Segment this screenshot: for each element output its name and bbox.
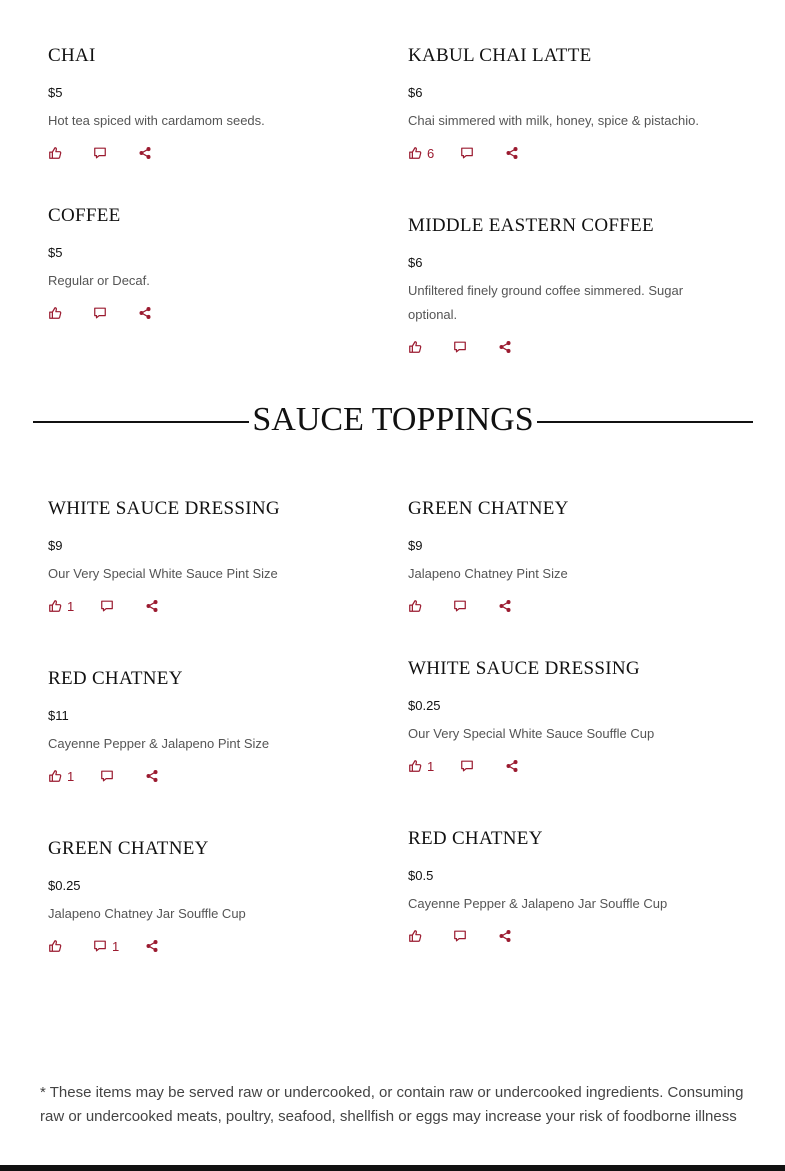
item-price: $5	[48, 245, 63, 260]
item-description: Jalapeno Chatney Jar Souffle Cup	[48, 906, 246, 921]
thumbs-up-icon	[48, 146, 62, 160]
thumbs-up-icon	[48, 306, 62, 320]
share-icon	[498, 599, 512, 613]
item-description: Unfiltered finely ground coffee simmered. Sugar optional.	[408, 283, 684, 322]
share-icon	[505, 146, 519, 160]
comment-button[interactable]	[100, 599, 119, 613]
item-actions	[48, 936, 378, 956]
like-count: 1	[67, 768, 75, 784]
like-button[interactable]	[408, 340, 427, 354]
item-actions	[48, 596, 378, 616]
item-name: GREEN CHATNEY	[48, 838, 209, 859]
item-actions	[408, 337, 738, 357]
comment-icon	[93, 146, 107, 160]
item-price: $0.25	[48, 878, 81, 893]
comment-icon	[93, 939, 107, 953]
share-button[interactable]	[498, 599, 512, 613]
section-header	[33, 400, 753, 440]
menu-item	[48, 838, 378, 956]
item-name: WHITE SAUCE DRESSING	[48, 498, 280, 519]
menu-item	[408, 45, 738, 163]
share-button[interactable]	[138, 146, 152, 160]
menu-item	[408, 828, 738, 946]
comment-button[interactable]	[93, 306, 112, 320]
allergy-disclaimer: * These items may be served raw or undercooked, or contain raw or undercooked ingredients. Consuming raw or undercooked meats, poultry, seafood, shellfish or eggs may increase your risk of foodborne illness	[40, 1084, 744, 1125]
item-actions	[48, 766, 378, 786]
like-button[interactable]	[48, 939, 67, 953]
share-icon	[498, 340, 512, 354]
item-price: $6	[408, 255, 423, 270]
menu-item	[408, 215, 738, 357]
share-icon	[505, 759, 519, 773]
item-price: $11	[48, 708, 69, 723]
comment-button[interactable]	[453, 599, 472, 613]
thumbs-up-icon	[48, 769, 62, 783]
like-button[interactable]	[408, 599, 427, 613]
share-icon	[138, 146, 152, 160]
comment-button[interactable]	[460, 146, 479, 160]
like-count: 6	[427, 145, 435, 161]
item-actions	[408, 926, 738, 946]
item-name: GREEN CHATNEY	[408, 498, 569, 519]
thumbs-up-icon	[48, 939, 62, 953]
item-description: Our Very Special White Sauce Pint Size	[48, 566, 278, 581]
comment-icon	[460, 759, 474, 773]
comment-button[interactable]	[453, 340, 472, 354]
item-actions	[408, 756, 738, 776]
item-price: $0.25	[408, 698, 441, 713]
item-name: MIDDLE EASTERN COFFEE	[408, 215, 654, 236]
share-button[interactable]	[505, 759, 519, 773]
like-button[interactable]	[408, 146, 434, 161]
thumbs-up-icon	[408, 929, 422, 943]
comment-button[interactable]	[453, 929, 472, 943]
item-name: WHITE SAUCE DRESSING	[408, 658, 640, 679]
comment-icon	[100, 599, 114, 613]
comment-button[interactable]	[93, 939, 119, 954]
like-button[interactable]	[408, 759, 434, 774]
item-description: Cayenne Pepper & Jalapeno Jar Souffle Cup	[408, 896, 668, 911]
item-name: RED CHATNEY	[408, 828, 543, 849]
comment-button[interactable]	[460, 759, 479, 773]
menu-item	[48, 668, 378, 786]
item-description: Chai simmered with milk, honey, spice & pistachio.	[408, 113, 699, 128]
item-actions	[48, 303, 378, 323]
like-count: 1	[67, 598, 75, 614]
share-icon	[145, 939, 159, 953]
share-button[interactable]	[498, 929, 512, 943]
item-description: Cayenne Pepper & Jalapeno Pint Size	[48, 736, 270, 751]
item-name: RED CHATNEY	[48, 668, 183, 689]
share-button[interactable]	[505, 146, 519, 160]
share-icon	[498, 929, 512, 943]
thumbs-up-icon	[48, 599, 62, 613]
share-button[interactable]	[498, 340, 512, 354]
comment-icon	[453, 929, 467, 943]
thumbs-up-icon	[408, 759, 422, 773]
item-actions	[408, 596, 738, 616]
like-button[interactable]	[408, 929, 427, 943]
thumbs-up-icon	[408, 340, 422, 354]
comment-icon	[453, 340, 467, 354]
menu-item	[48, 498, 378, 616]
item-actions	[408, 143, 738, 163]
item-name: CHAI	[48, 45, 96, 66]
item-description: Jalapeno Chatney Pint Size	[408, 566, 568, 581]
like-count: 1	[427, 758, 435, 774]
item-name: KABUL CHAI LATTE	[408, 45, 592, 66]
comment-button[interactable]	[100, 769, 119, 783]
like-button[interactable]	[48, 769, 74, 784]
share-button[interactable]	[138, 306, 152, 320]
like-button[interactable]	[48, 306, 67, 320]
item-price: $5	[48, 85, 63, 100]
item-price: $6	[408, 85, 423, 100]
comment-icon	[460, 146, 474, 160]
item-description: Regular or Decaf.	[48, 273, 150, 288]
item-name: COFFEE	[48, 205, 121, 226]
comment-icon	[100, 769, 114, 783]
like-button[interactable]	[48, 599, 74, 614]
share-button[interactable]	[145, 939, 159, 953]
share-icon	[145, 599, 159, 613]
like-button[interactable]	[48, 146, 67, 160]
share-icon	[145, 769, 159, 783]
item-price: $9	[408, 538, 423, 553]
menu-item	[48, 45, 378, 163]
item-actions	[48, 143, 378, 163]
section-title: SAUCE TOPPINGS	[252, 401, 534, 438]
comment-count: 1	[112, 938, 120, 954]
comment-button[interactable]	[93, 146, 112, 160]
thumbs-up-icon	[408, 146, 422, 160]
menu-item	[408, 498, 738, 616]
item-description: Our Very Special White Sauce Souffle Cup	[408, 726, 655, 741]
share-button[interactable]	[145, 769, 159, 783]
thumbs-up-icon	[408, 599, 422, 613]
comment-icon	[93, 306, 107, 320]
menu-item	[408, 658, 738, 776]
item-description: Hot tea spiced with cardamom seeds.	[48, 113, 265, 128]
item-price: $0.5	[408, 868, 434, 883]
share-button[interactable]	[145, 599, 159, 613]
item-price: $9	[48, 538, 63, 553]
menu-item	[48, 205, 378, 323]
share-icon	[138, 306, 152, 320]
comment-icon	[453, 599, 467, 613]
bottom-bar	[0, 1165, 785, 1171]
